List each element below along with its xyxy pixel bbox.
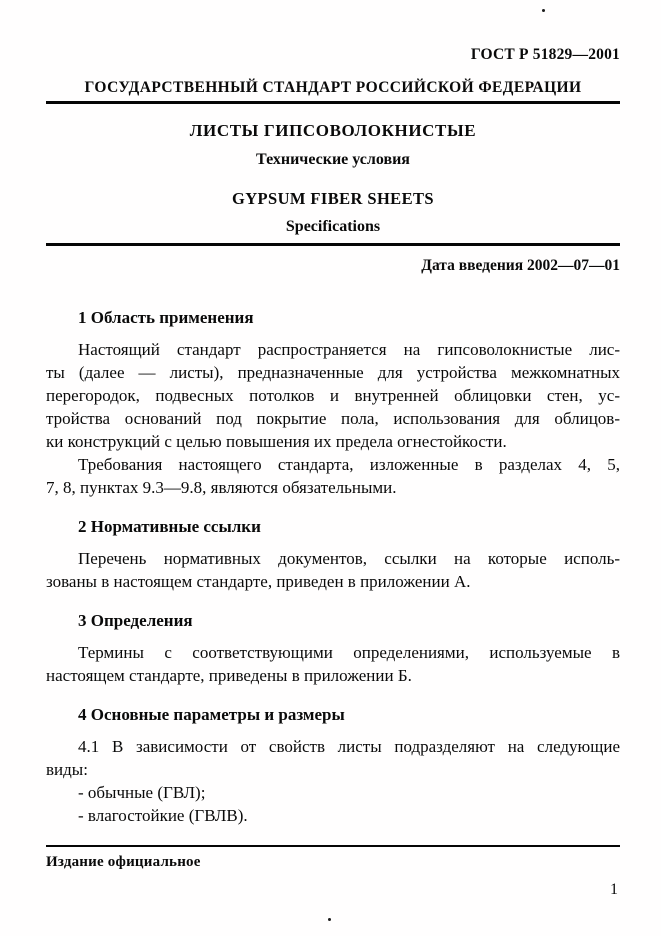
paragraph-line: ки конструкций с целью повышения их предела огнестойкости. bbox=[46, 432, 507, 451]
registration-mark-bottom bbox=[328, 918, 331, 921]
document-subtitle-ru: Технические условия bbox=[256, 151, 410, 168]
federal-standard-header: ГОСУДАРСТВЕННЫЙ СТАНДАРТ РОССИЙСКОЙ ФЕДЕРАЦИИ bbox=[84, 79, 582, 96]
paragraph-line: виды: bbox=[46, 760, 88, 779]
section-2-heading: 2 Нормативные ссылки bbox=[78, 517, 261, 536]
section-3-paragraph-1 bbox=[46, 641, 620, 687]
effective-date: Дата введения 2002—07—01 bbox=[421, 257, 620, 274]
footer-divider bbox=[46, 845, 620, 847]
paragraph-line: тройства оснований под покрытие пола, использования для облицов- bbox=[46, 409, 620, 428]
paragraph-line: Перечень нормативных документов, ссылки на которые исполь- bbox=[78, 549, 620, 568]
paragraph-line: ты (далее — листы), предназначенные для устройства межкомнатных bbox=[46, 363, 620, 382]
paragraph-line: перегородок, подвесных потолков и внутренней облицовки стен, ус- bbox=[46, 386, 620, 405]
paragraph-line: Требования настоящего стандарта, изложенные в разделах 4, 5, bbox=[78, 455, 620, 474]
section-1-heading: 1 Область применения bbox=[78, 308, 254, 327]
section-4 bbox=[46, 704, 620, 827]
document-title-ru: ЛИСТЫ ГИПСОВОЛОКНИСТЫЕ bbox=[189, 121, 477, 140]
divider-thick-top bbox=[46, 101, 620, 104]
section-1-paragraph-2 bbox=[46, 453, 620, 499]
section-3-heading: 3 Определения bbox=[78, 611, 193, 630]
divider-thick-bottom bbox=[46, 243, 620, 246]
official-edition-note: Издание официальное bbox=[46, 854, 201, 870]
section-4-heading: 4 Основные параметры и размеры bbox=[78, 705, 345, 724]
paragraph-line: Термины с соответствующими определениями, используемые в bbox=[78, 643, 620, 662]
section-2 bbox=[46, 516, 620, 593]
paragraph-line: Настоящий стандарт распространяется на гипсоволокнистые лис- bbox=[78, 340, 620, 359]
list-item: - обычные (ГВЛ); bbox=[78, 783, 206, 802]
section-3 bbox=[46, 610, 620, 687]
paragraph-line: 7, 8, пунктах 9.3—9.8, являются обязательными. bbox=[46, 478, 397, 497]
doc-code: ГОСТ Р 51829—2001 bbox=[470, 46, 620, 63]
document-subtitle-en: Specifications bbox=[285, 218, 381, 235]
registration-mark-top bbox=[542, 9, 545, 12]
section-1 bbox=[46, 307, 620, 499]
paragraph-line: зованы в настоящем стандарте, приведен в приложении А. bbox=[46, 572, 471, 591]
section-4-paragraph-1 bbox=[46, 735, 620, 781]
document-title-en: GYPSUM FIBER SHEETS bbox=[232, 189, 434, 208]
paragraph-line: 4.1 В зависимости от свойств листы подразделяют на следующие bbox=[78, 737, 620, 756]
section-1-paragraph-1 bbox=[46, 338, 620, 453]
page-number: 1 bbox=[610, 881, 618, 898]
sheet-types-list bbox=[46, 781, 620, 827]
list-item: - влагостойкие (ГВЛВ). bbox=[78, 806, 248, 825]
section-2-paragraph-1 bbox=[46, 547, 620, 593]
paragraph-line: настоящем стандарте, приведены в приложении Б. bbox=[46, 666, 412, 685]
